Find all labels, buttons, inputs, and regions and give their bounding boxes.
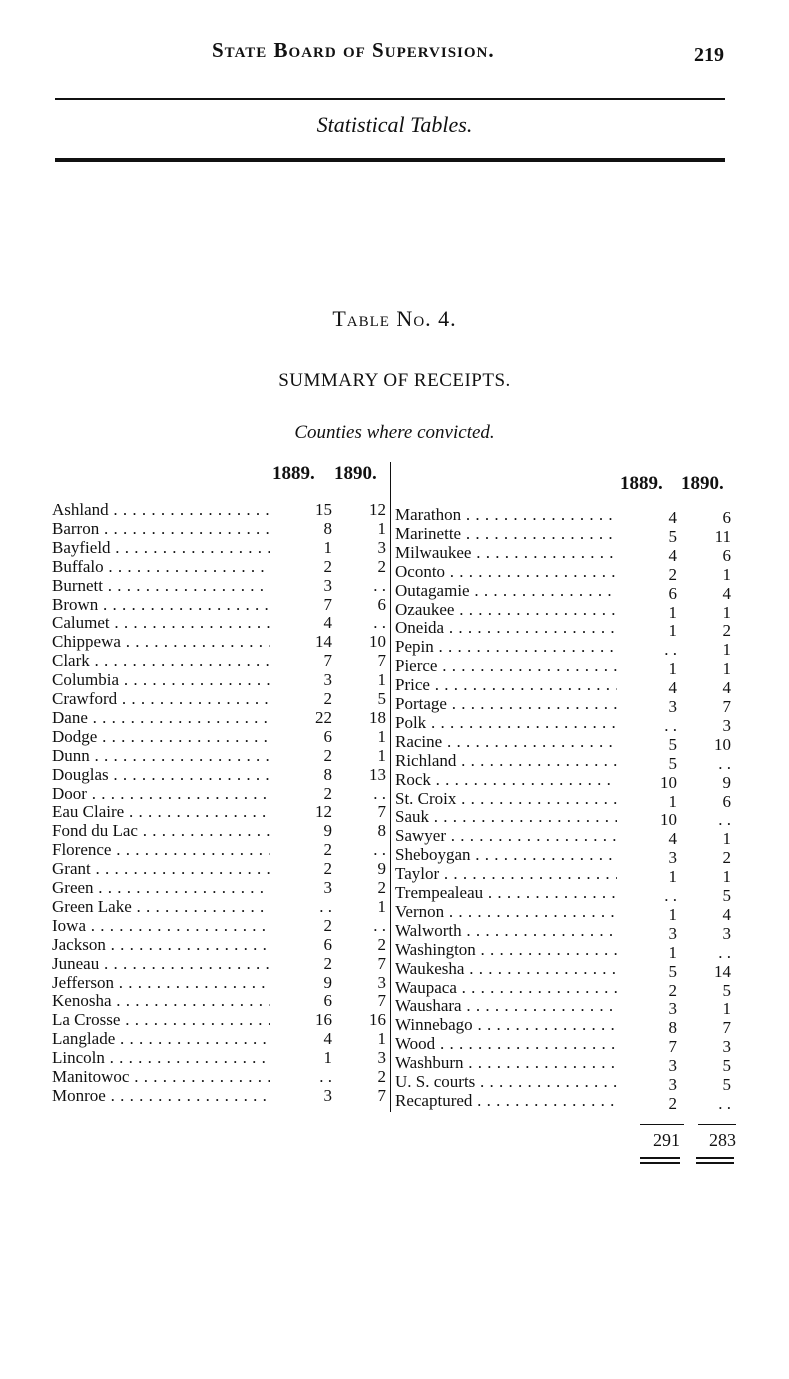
- value-1889: 3: [668, 1056, 677, 1076]
- county-name: Vernon . . .: [395, 902, 617, 921]
- table-row: [52, 632, 388, 651]
- county-name: Pierce . . .: [395, 656, 617, 675]
- county-name: Barron . . .: [52, 519, 270, 538]
- table-row: [52, 519, 388, 538]
- table-row: [52, 613, 388, 632]
- value-1890: 6: [722, 508, 731, 527]
- value-1889: 3: [323, 575, 332, 595]
- table-row: [52, 954, 388, 973]
- table-row: [52, 859, 388, 878]
- table-row: [395, 694, 740, 716]
- value-1889: 6: [323, 991, 332, 1011]
- table-row: [395, 977, 740, 1000]
- column-divider: [390, 462, 391, 1112]
- table-row: [52, 916, 388, 935]
- table-row: [52, 991, 388, 1010]
- table-row: [395, 996, 740, 1019]
- value-1889: 2: [323, 859, 332, 879]
- county-name: Marathon . . .: [395, 505, 617, 524]
- table-row: [395, 561, 740, 584]
- county-name: La Crosse . . .: [52, 1010, 270, 1029]
- county-name: Jefferson . . .: [52, 973, 270, 992]
- value-1890: 2: [377, 934, 386, 954]
- table-row: [52, 651, 388, 670]
- value-1890: 2: [377, 878, 386, 897]
- value-1889: 6: [323, 726, 332, 746]
- value-1890: 1: [377, 896, 386, 916]
- county-name: U. S. courts . . .: [395, 1072, 617, 1091]
- table-row: [395, 1072, 740, 1094]
- value-1890: 7: [377, 1085, 386, 1105]
- county-name: Manitowoc . . .: [52, 1067, 270, 1086]
- total-double-rule-1889-b: [640, 1162, 680, 1164]
- value-1889: 15: [315, 500, 332, 519]
- table-row: [395, 826, 740, 849]
- value-1890: 1: [722, 867, 731, 887]
- county-name: Eau Claire . . .: [52, 802, 270, 821]
- county-name: Green . . .: [52, 878, 270, 897]
- county-name: Walworth . . .: [395, 921, 617, 940]
- table-row: [52, 595, 388, 614]
- county-name: Racine . . .: [395, 732, 617, 751]
- county-name: Fond du Lac . . .: [52, 821, 270, 840]
- table-row: [52, 1086, 388, 1105]
- value-1890: . .: [718, 942, 731, 962]
- value-1889: 1: [668, 942, 677, 962]
- county-name: Columbia . . .: [52, 670, 270, 689]
- value-1890: 7: [722, 697, 731, 716]
- table-row: [395, 618, 740, 641]
- value-1890: 7: [377, 651, 386, 671]
- value-1889: 16: [315, 1010, 332, 1030]
- value-1889: 14: [315, 632, 332, 652]
- table-row: [395, 523, 740, 546]
- total-rule-1889: [640, 1124, 684, 1125]
- county-name: Oneida . . .: [395, 618, 617, 637]
- table-caption: Counties where convicted.: [294, 422, 495, 443]
- value-1889: 4: [323, 1029, 332, 1049]
- total-rule-1890: [698, 1124, 736, 1125]
- value-1890: 6: [722, 545, 731, 565]
- table-row: [395, 769, 740, 792]
- value-1889: 4: [668, 829, 677, 849]
- value-1889: 3: [323, 670, 332, 690]
- value-1890: 7: [377, 991, 386, 1011]
- value-1890: 1: [722, 999, 731, 1019]
- left-year1-header: 1889.: [272, 463, 315, 484]
- value-1890: 2: [377, 1067, 386, 1086]
- value-1890: 1: [377, 745, 386, 765]
- table-row: [395, 883, 740, 905]
- value-1889: 4: [323, 613, 332, 633]
- value-1890: 1: [377, 726, 386, 746]
- value-1889: 5: [668, 753, 677, 773]
- value-1889: 1: [668, 791, 677, 811]
- table-row: [52, 821, 388, 840]
- value-1889: 1: [323, 537, 332, 557]
- value-1889: . .: [319, 896, 332, 916]
- table-row: [395, 939, 740, 962]
- value-1890: 1: [377, 1029, 386, 1049]
- value-1889: 3: [668, 848, 677, 868]
- total-double-rule-1889-a: [640, 1157, 680, 1159]
- value-1889: 6: [668, 583, 677, 603]
- value-1889: 3: [323, 878, 332, 897]
- value-1890: 6: [377, 594, 386, 614]
- value-1890: . .: [718, 810, 731, 830]
- table-row: [395, 958, 740, 981]
- value-1889: 3: [668, 999, 677, 1019]
- value-1890: 6: [722, 791, 731, 811]
- county-name: Jackson . . .: [52, 935, 270, 954]
- table-row: [52, 897, 388, 916]
- table-row: [395, 788, 740, 811]
- county-name: Washburn . . .: [395, 1053, 617, 1072]
- total-double-rule-1890-a: [696, 1157, 734, 1159]
- value-1890: 3: [377, 972, 386, 992]
- table-row: [52, 1067, 388, 1086]
- value-1890: 5: [377, 689, 386, 708]
- right-year1-header: 1889.: [620, 473, 663, 494]
- value-1889: 2: [323, 556, 332, 576]
- value-1889: 2: [323, 745, 332, 765]
- county-name: Marinette . . .: [395, 524, 617, 543]
- value-1890: 4: [722, 904, 731, 924]
- table-row: [395, 580, 740, 603]
- table-row: [395, 750, 740, 773]
- table-row: [52, 576, 388, 595]
- table-row: [395, 599, 740, 622]
- value-1890: 7: [722, 1018, 731, 1038]
- county-name: Clark . . .: [52, 651, 270, 670]
- county-name: Sauk . . .: [395, 807, 617, 826]
- value-1890: 4: [722, 583, 731, 603]
- value-1890: . .: [718, 753, 731, 773]
- county-name: Price . . .: [395, 675, 617, 694]
- value-1890: . .: [373, 840, 386, 860]
- value-1889: 1: [668, 659, 677, 679]
- value-1890: 7: [377, 802, 386, 822]
- table-row: [395, 505, 740, 527]
- table-row: [395, 656, 740, 679]
- county-name: Outagamie . . .: [395, 581, 617, 600]
- value-1890: 1: [722, 659, 731, 679]
- table-row: [395, 901, 740, 924]
- table-row: [395, 542, 740, 565]
- county-name: Langlade . . .: [52, 1029, 270, 1048]
- county-name: Polk . . .: [395, 713, 617, 732]
- left-year2-header: 1890.: [334, 463, 377, 484]
- table-row: [52, 557, 388, 576]
- county-name: Ozaukee . . .: [395, 600, 617, 619]
- county-name: Waupaca . . .: [395, 978, 617, 997]
- value-1889: 22: [315, 707, 332, 727]
- value-1889: 4: [668, 545, 677, 565]
- county-name: Burnett . . .: [52, 576, 270, 595]
- table-row: [52, 689, 388, 708]
- value-1890: . .: [373, 575, 386, 595]
- table-row: [52, 840, 388, 859]
- value-1890: 10: [714, 734, 731, 754]
- value-1890: 1: [722, 602, 731, 622]
- value-1889: 6: [323, 934, 332, 954]
- table-row: [52, 802, 388, 821]
- value-1889: 8: [323, 518, 332, 538]
- value-1890: 3: [722, 715, 731, 735]
- value-1889: 12: [315, 802, 332, 822]
- value-1889: 2: [668, 980, 677, 1000]
- value-1889: 2: [323, 840, 332, 860]
- table-row: [52, 538, 388, 557]
- running-header: State Board of Supervision.: [212, 38, 495, 62]
- value-1889: 7: [323, 651, 332, 671]
- value-1890: 5: [722, 886, 731, 905]
- county-name: Juneau . . .: [52, 954, 270, 973]
- value-1890: 13: [369, 764, 386, 784]
- county-name: Richland . . .: [395, 751, 617, 770]
- value-1889: 3: [323, 1085, 332, 1105]
- table-row: [395, 1090, 740, 1113]
- county-name: Wood . . .: [395, 1034, 617, 1053]
- section-subheader: Statistical Tables.: [316, 112, 473, 137]
- county-name: Waukesha . . .: [395, 959, 617, 978]
- table-row: [52, 935, 388, 954]
- table-row: [395, 845, 740, 868]
- county-name: Trempealeau . . .: [395, 883, 617, 902]
- value-1889: 2: [323, 915, 332, 935]
- county-name: Washington . . .: [395, 940, 617, 959]
- value-1890: 18: [369, 707, 386, 727]
- table-row: [52, 746, 388, 765]
- page-number: 219: [694, 44, 724, 66]
- county-name: Door . . .: [52, 784, 270, 803]
- county-name: Monroe . . .: [52, 1086, 270, 1105]
- value-1889: . .: [664, 715, 677, 735]
- table-row: [395, 731, 740, 754]
- county-name: Dane . . .: [52, 708, 270, 727]
- table-row: [52, 784, 388, 803]
- value-1889: 4: [668, 508, 677, 527]
- county-name: Dodge . . .: [52, 727, 270, 746]
- table-row: [395, 1015, 740, 1038]
- value-1890: . .: [373, 915, 386, 935]
- table-row: [52, 878, 388, 897]
- table-row: [52, 500, 388, 519]
- value-1889: 5: [668, 526, 677, 546]
- value-1889: . .: [664, 640, 677, 660]
- value-1890: . .: [373, 613, 386, 633]
- value-1890: 1: [722, 640, 731, 660]
- table-row: [52, 708, 388, 727]
- value-1890: 3: [722, 1037, 731, 1057]
- header-rule: [55, 98, 725, 100]
- value-1890: 2: [722, 621, 731, 641]
- county-name: Dunn . . .: [52, 746, 270, 765]
- summary-title: SUMMARY OF RECEIPTS.: [278, 370, 511, 391]
- value-1889: 7: [668, 1037, 677, 1057]
- total-1890: 283: [709, 1130, 736, 1150]
- value-1889: 1: [668, 602, 677, 622]
- value-1890: 1: [722, 829, 731, 849]
- county-name: Florence . . .: [52, 840, 270, 859]
- value-1889: 9: [323, 972, 332, 992]
- table-row: [52, 670, 388, 689]
- county-name: Recaptured . . .: [395, 1091, 617, 1110]
- value-1890: 3: [377, 1048, 386, 1068]
- table-row: [395, 712, 740, 735]
- value-1890: 1: [377, 518, 386, 538]
- table-row: [395, 807, 740, 830]
- county-name: Kenosha . . .: [52, 991, 270, 1010]
- county-name: Bayfield . . .: [52, 538, 270, 557]
- value-1890: 1: [722, 564, 731, 584]
- value-1889: 8: [668, 1018, 677, 1038]
- value-1890: 7: [377, 953, 386, 973]
- value-1889: 2: [323, 689, 332, 708]
- value-1890: 3: [377, 537, 386, 557]
- table-row: [52, 765, 388, 784]
- county-name: Calumet . . .: [52, 613, 270, 632]
- value-1889: . .: [664, 886, 677, 905]
- value-1890: 10: [369, 632, 386, 652]
- county-name: Oconto . . .: [395, 562, 617, 581]
- county-name: Waushara . . .: [395, 996, 617, 1015]
- value-1889: 2: [668, 564, 677, 584]
- value-1890: 2: [722, 848, 731, 868]
- county-name: Sawyer . . .: [395, 826, 617, 845]
- value-1890: 16: [369, 1010, 386, 1030]
- table-row: [395, 864, 740, 887]
- value-1890: 11: [714, 526, 731, 546]
- value-1890: 4: [722, 678, 731, 698]
- value-1889: 3: [668, 697, 677, 716]
- value-1890: 5: [722, 1075, 731, 1094]
- table-row: [395, 1034, 740, 1057]
- value-1889: 10: [660, 772, 677, 792]
- county-name: Pepin . . .: [395, 637, 617, 656]
- value-1889: 10: [660, 810, 677, 830]
- value-1889: 1: [323, 1048, 332, 1068]
- value-1890: 2: [377, 556, 386, 576]
- table-row: [52, 1010, 388, 1029]
- county-name: Portage . . .: [395, 694, 617, 713]
- value-1890: 1: [377, 670, 386, 690]
- table-title: Table No. 4.: [332, 306, 457, 331]
- value-1890: 8: [377, 821, 386, 841]
- county-name: Lincoln . . .: [52, 1048, 270, 1067]
- value-1889: 1: [668, 621, 677, 641]
- value-1889: 8: [323, 764, 332, 784]
- table-row: [395, 920, 740, 943]
- value-1889: 3: [668, 923, 677, 943]
- county-name: Milwaukee . . .: [395, 543, 617, 562]
- value-1889: 1: [668, 904, 677, 924]
- value-1889: 5: [668, 961, 677, 981]
- table-row: [52, 1048, 388, 1067]
- county-name: Grant . . .: [52, 859, 270, 878]
- value-1890: 9: [377, 859, 386, 879]
- county-name: Sheboygan . . .: [395, 845, 617, 864]
- county-name: Brown . . .: [52, 595, 270, 614]
- table-row: [395, 675, 740, 698]
- county-name: St. Croix . . .: [395, 789, 617, 808]
- table-row: [52, 727, 388, 746]
- value-1889: 3: [668, 1075, 677, 1094]
- value-1890: 9: [722, 772, 731, 792]
- county-name: Rock . . .: [395, 770, 617, 789]
- value-1889: 5: [668, 734, 677, 754]
- value-1890: . .: [373, 783, 386, 803]
- table-row: [395, 1053, 740, 1076]
- value-1889: 2: [323, 783, 332, 803]
- value-1889: 2: [668, 1093, 677, 1113]
- table-row: [52, 1029, 388, 1048]
- value-1890: 14: [714, 961, 731, 981]
- county-name: Taylor . . .: [395, 864, 617, 883]
- table-row: [52, 973, 388, 992]
- total-double-rule-1890-b: [696, 1162, 734, 1164]
- right-year2-header: 1890.: [681, 473, 724, 494]
- value-1890: 3: [722, 923, 731, 943]
- table-row: [395, 637, 740, 660]
- subheader-rule: [55, 158, 725, 162]
- value-1889: 4: [668, 678, 677, 698]
- value-1890: 12: [369, 500, 386, 519]
- total-1889: 291: [653, 1130, 680, 1150]
- county-name: Crawford . . .: [52, 689, 270, 708]
- value-1889: 9: [323, 821, 332, 841]
- county-name: Ashland . . .: [52, 500, 270, 519]
- county-name: Winnebago . . .: [395, 1015, 617, 1034]
- value-1890: 5: [722, 980, 731, 1000]
- county-name: Green Lake . . .: [52, 897, 270, 916]
- value-1889: 2: [323, 953, 332, 973]
- value-1889: . .: [319, 1067, 332, 1086]
- value-1890: 5: [722, 1056, 731, 1076]
- county-name: Douglas . . .: [52, 765, 270, 784]
- county-name: Iowa . . .: [52, 916, 270, 935]
- county-name: Chippewa . . .: [52, 632, 270, 651]
- value-1889: 1: [668, 867, 677, 887]
- value-1890: . .: [718, 1093, 731, 1113]
- county-name: Buffalo . . .: [52, 557, 270, 576]
- value-1889: 7: [323, 594, 332, 614]
